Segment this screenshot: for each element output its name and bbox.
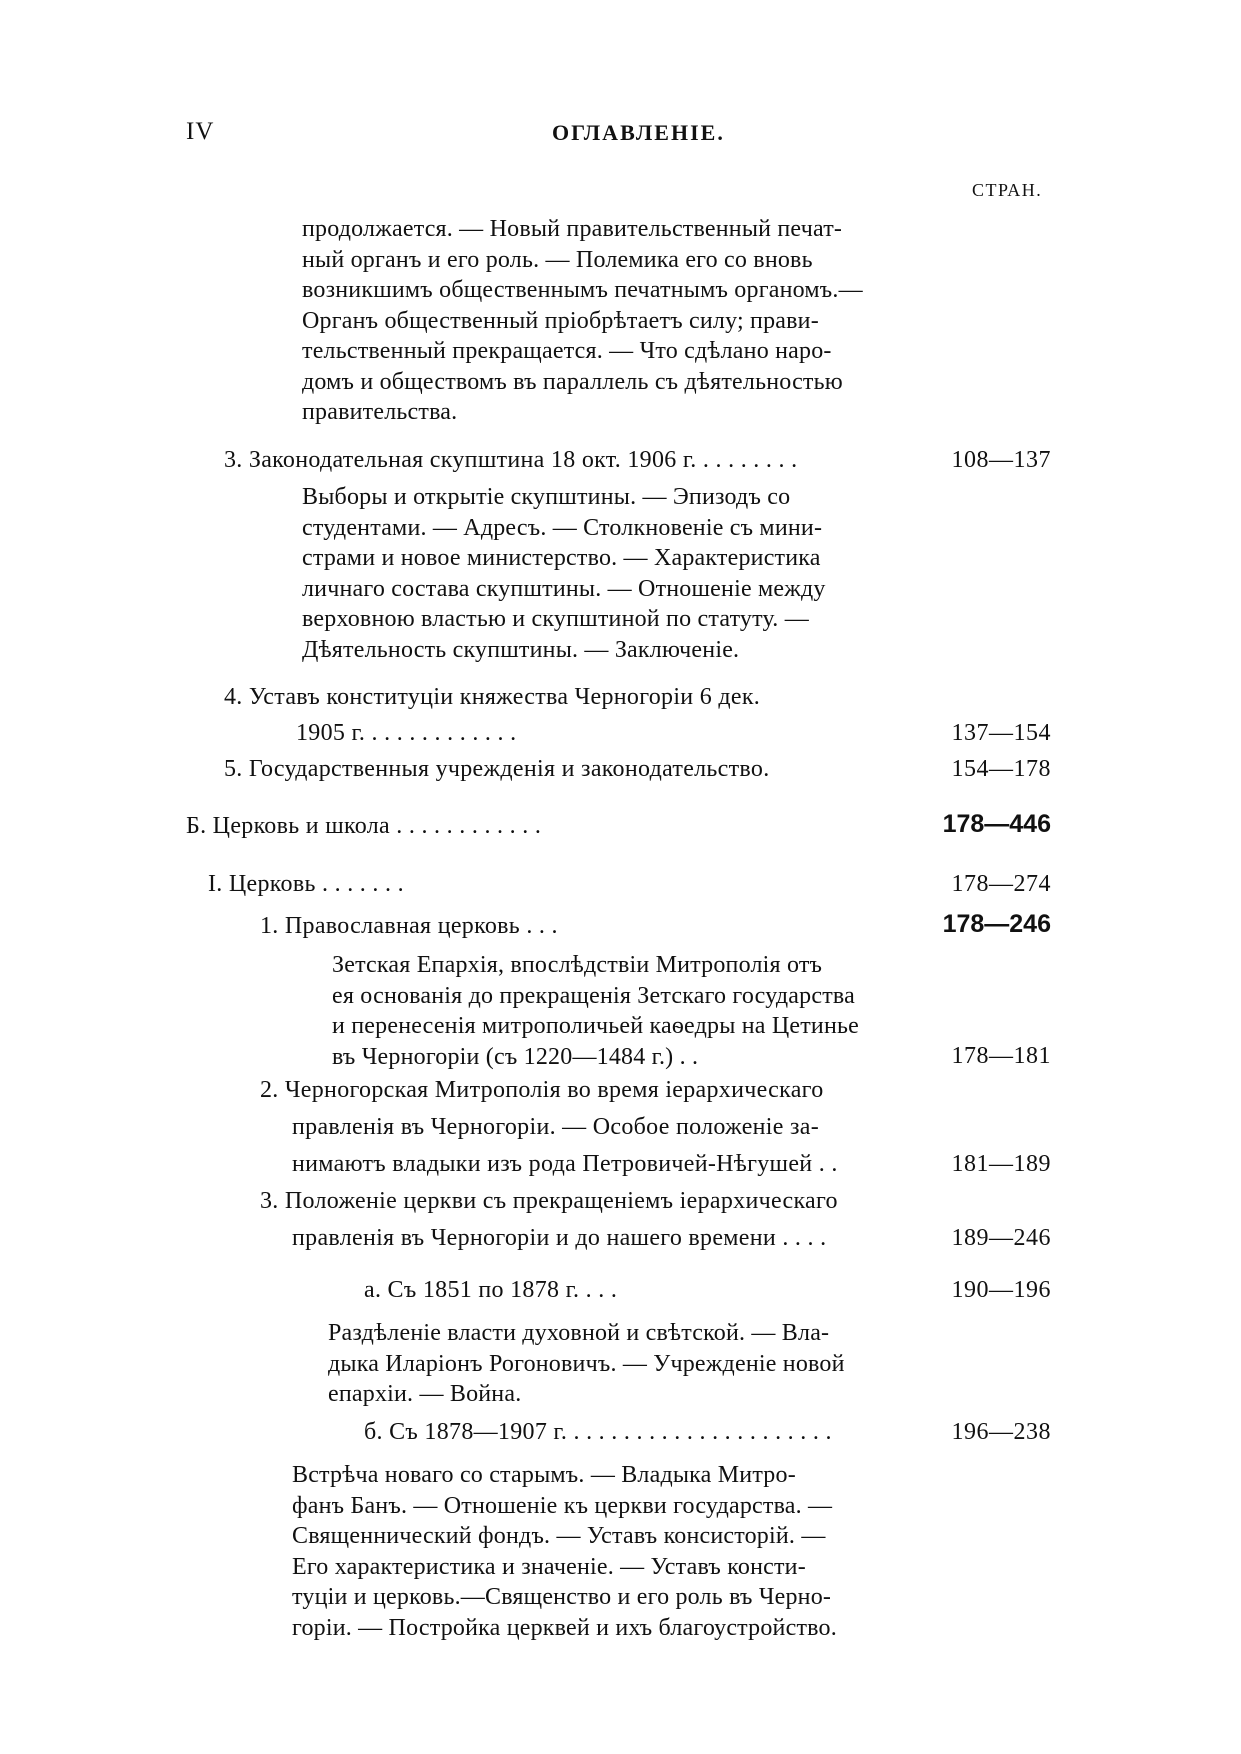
toc-entry-i1: 1. Православная церковь . . .	[260, 913, 558, 939]
desc-line: верховною властью и скупштиной по статуту. —	[302, 606, 809, 632]
toc-entry-i2: 2. Черногорская Митрополія во время іерархическаго	[260, 1077, 824, 1103]
toc-section-b: Б. Церковь и школа . . . . . . . . . . . .	[186, 813, 542, 839]
toc-entry-4: 4. Уставъ конституціи княжества Черногоріи 6 дек.	[224, 684, 761, 710]
toc-entry-b: б. Съ 1878—1907 г. . . . . . . . . . . . . . . . . . . . . .	[364, 1419, 832, 1445]
desc-line: Встрѣча новаго со старымъ. — Владыка Митро-	[292, 1462, 796, 1488]
toc-entry-i1-pages: 178—246	[942, 910, 1051, 938]
intro-paragraph	[302, 214, 912, 428]
desc-line: ея основанія до прекращенія Зетскаго государства	[332, 982, 855, 1009]
desc-line: туціи и церковь.—Священство и его роль въ Черно-	[292, 1584, 832, 1610]
toc-entry-a-pages: 190—196	[951, 1277, 1051, 1303]
desc-line: студентами. — Адресъ. — Столкновеніе съ мини-	[302, 514, 823, 541]
toc-entry-b-description	[292, 1460, 912, 1643]
toc-entry-a: а. Съ 1851 по 1878 г. . . .	[364, 1277, 618, 1303]
desc-line: въ Черногоріи (съ 1220—1484 г.) . .	[332, 1043, 699, 1070]
toc-entry-b-pages: 196—238	[951, 1419, 1051, 1445]
desc-line: епархіи. — Война.	[328, 1381, 522, 1407]
toc-entry-i3-pages: 189—246	[951, 1225, 1051, 1251]
toc-section-b-pages: 178—446	[942, 810, 1051, 838]
toc-entry-i2-line3: нимаютъ владыки изъ рода Петровичей-Нѣгушей . .	[292, 1151, 838, 1177]
toc-entry-4-line2: 1905 г. . . . . . . . . . . . .	[296, 720, 517, 746]
toc-entry-a-description	[328, 1318, 912, 1410]
desc-line: и перенесенія митрополичьей каѳедры на Цетинье	[332, 1013, 859, 1039]
desc-line: горіи. — Постройка церквей и ихъ благоустройство.	[292, 1614, 837, 1641]
intro-line: правительства.	[302, 399, 458, 425]
desc-line: страми и новое министерство. — Характеристика	[302, 545, 821, 571]
toc-entry-i2-line2: правленія въ Черногоріи. — Особое положеніе за-	[292, 1114, 820, 1140]
intro-line: продолжается. — Новый правительственный печат-	[302, 216, 843, 242]
toc-entry-i2-pages: 181—189	[951, 1151, 1051, 1177]
intro-line: Органъ общественный пріобрѣтаетъ силу; прави-	[302, 307, 819, 334]
intro-line: домъ и обществомъ въ параллель съ дѣятельностью	[302, 368, 843, 395]
page-number: IV	[186, 118, 215, 145]
page-column-label: СТРАН.	[972, 180, 1043, 200]
toc-entry-i1-description	[332, 950, 912, 1072]
desc-line: Священнический фондъ. — Уставъ консисторій. —	[292, 1523, 826, 1549]
desc-line: Выборы и открытіе скупштины. — Эпизодъ со	[302, 484, 791, 510]
toc-entry-5: 5. Государственныя учрежденія и законодательство.	[224, 756, 770, 782]
desc-line: дыка Иларіонъ Рогоновичъ. — Учрежденіе новой	[328, 1350, 845, 1377]
toc-entry-i1-desc-pages: 178—181	[951, 1043, 1051, 1069]
page-title: ОГЛАВЛЕНІЕ.	[552, 120, 725, 145]
intro-line: тельственный прекращается. — Что сдѣлано наро-	[302, 338, 832, 364]
toc-entry-3-pages: 108—137	[951, 447, 1051, 473]
toc-entry-5-pages: 154—178	[951, 756, 1051, 782]
toc-entry-3-description	[302, 482, 912, 665]
toc-part-i: I. Церковь . . . . . . .	[208, 871, 404, 897]
desc-line: личнаго состава скупштины. — Отношеніе между	[302, 575, 826, 602]
toc-part-i-pages: 178—274	[951, 871, 1051, 897]
intro-line: ный органъ и его роль. — Полемика его со вновь	[302, 246, 813, 273]
desc-line: Зетская Епархія, впослѣдствіи Митрополія отъ	[332, 952, 823, 978]
toc-entry-4-pages: 137—154	[951, 720, 1051, 746]
toc-entry-i3: 3. Положеніе церкви съ прекращеніемъ іерархическаго	[260, 1188, 838, 1214]
desc-line: Дѣятельность скупштины. — Заключеніе.	[302, 636, 740, 663]
toc-entry-i3-line2: правленія въ Черногоріи и до нашего времени . . . .	[292, 1225, 827, 1251]
desc-line: Его характеристика и значеніе. — Уставъ консти-	[292, 1553, 806, 1580]
desc-line: Раздѣленіе власти духовной и свѣтской. — Вла-	[328, 1320, 830, 1346]
toc-entry-3: 3. Законодательная скупштина 18 окт. 1906 г. . . . . . . . .	[224, 447, 798, 473]
intro-line: возникшимъ общественнымъ печатнымъ органомъ.—	[302, 277, 863, 303]
desc-line: фанъ Банъ. — Отношеніе къ церкви государства. —	[292, 1492, 833, 1519]
